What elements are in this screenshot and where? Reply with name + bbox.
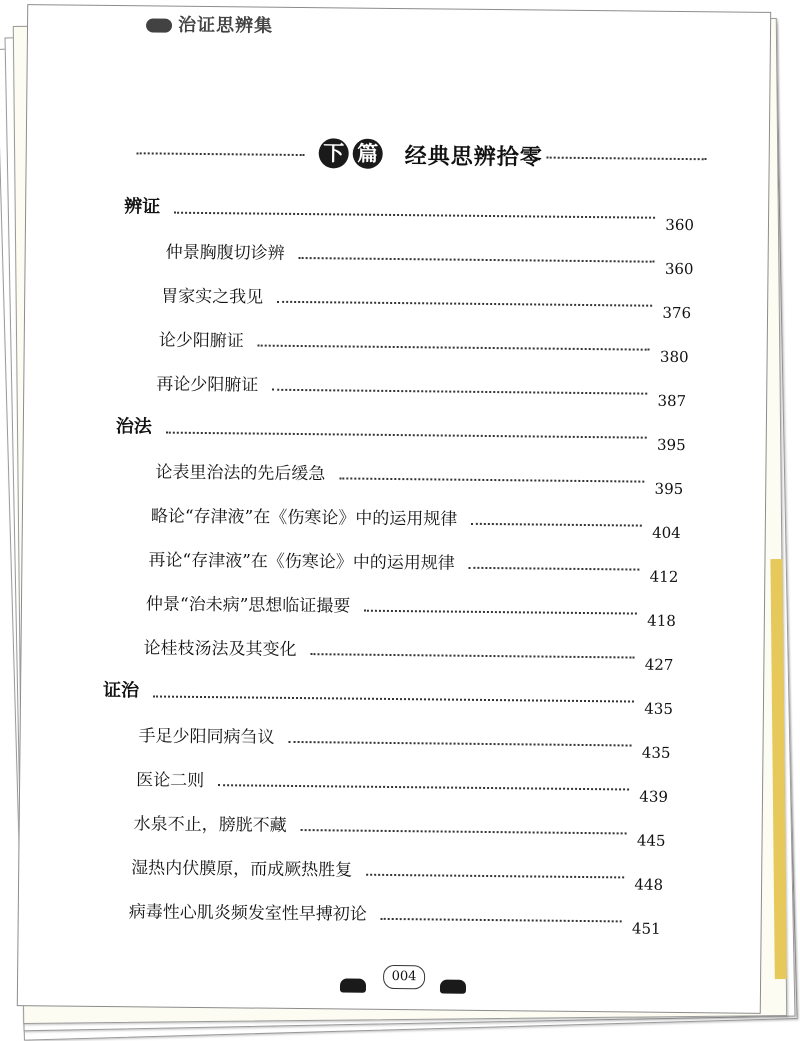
toc-entry-title: 再论少阳腑证 (156, 374, 259, 396)
toc-entry[interactable] (136, 766, 669, 806)
toc-entry-title: 治法 (115, 416, 152, 438)
page-number: 439 (639, 787, 669, 806)
page-number: 418 (647, 611, 676, 630)
toc-entry[interactable] (148, 546, 679, 586)
toc-entry[interactable] (158, 327, 689, 367)
page-number: 395 (654, 479, 684, 499)
page-number: 448 (634, 875, 664, 894)
toc-entry[interactable] (138, 722, 671, 762)
toc-category[interactable] (102, 678, 674, 718)
page-number: 445 (636, 831, 666, 850)
toc-entry-title: 论表里治法的先后缓急 (155, 462, 326, 485)
dot-leader (364, 610, 637, 615)
toc-entry[interactable] (161, 283, 692, 323)
running-head-text: 治证思辨集 (177, 14, 274, 37)
toc-entry[interactable] (143, 634, 674, 674)
toc-entry-title: 证治 (102, 679, 140, 702)
toc-entry-title: 再论“存津液”在《伤寒论》中的运用规律 (148, 550, 455, 574)
toc-entry[interactable] (156, 371, 687, 411)
page-number: 380 (659, 347, 689, 367)
dot-leader (471, 523, 642, 527)
toc-entry-title: 论桂枝汤法及其变化 (143, 638, 297, 660)
dot-leader (469, 567, 640, 571)
page-number: 435 (641, 743, 671, 762)
heading-rule-right (547, 157, 707, 161)
toc-entry-title: 仲景胸腹切诊辨 (165, 242, 285, 264)
toc-entry[interactable] (133, 810, 666, 850)
dot-leader (310, 653, 634, 658)
dot-leader (289, 741, 632, 747)
heading-rule-left (137, 152, 305, 156)
ornament-left-icon (340, 978, 366, 992)
toc-entry-title: 略论“存津液”在《伤寒论》中的运用规律 (150, 506, 458, 530)
toc-entry-title: 病毒性心肌炎频发室性早搏初论 (128, 902, 367, 925)
toc-entry-title: 水泉不止，膀胱不藏 (133, 814, 287, 836)
page-footer (328, 958, 478, 1000)
toc-entry[interactable] (155, 458, 684, 499)
dot-leader (272, 389, 647, 395)
toc-category[interactable] (115, 414, 686, 455)
toc-category[interactable] (124, 194, 695, 235)
dot-leader (258, 345, 650, 351)
toc-entry[interactable] (150, 502, 681, 543)
dot-leader (174, 212, 655, 219)
dot-leader (366, 874, 624, 879)
footer-page-number: 004 (383, 965, 425, 989)
page-number: 360 (664, 259, 694, 279)
toc-entry-title: 手足少阳同病刍议 (138, 726, 275, 748)
dot-leader (166, 432, 647, 439)
toc-entry-title: 医论二则 (136, 770, 205, 792)
toc-entry-title: 胃家实之我见 (161, 286, 264, 308)
toc-entry[interactable] (145, 590, 676, 630)
section-badge-1: 下 (319, 138, 349, 168)
dot-leader (381, 918, 622, 923)
page-number: 404 (652, 523, 681, 543)
dot-leader (277, 301, 652, 307)
page-number: 435 (644, 699, 674, 718)
dot-leader (299, 257, 655, 263)
toc-entry[interactable] (131, 854, 664, 894)
section-badge-2: 篇 (353, 139, 383, 169)
book-page (17, 4, 771, 1014)
book-logo-icon (146, 18, 172, 32)
section-title: 经典思辨拾零 (404, 143, 543, 171)
page-number: 360 (665, 215, 695, 235)
dot-leader (339, 477, 644, 482)
page-number: 412 (649, 567, 679, 586)
page-number: 395 (656, 435, 686, 455)
toc-entry[interactable] (128, 898, 661, 938)
toc-entry-title: 仲景“治未病”思想临证撮要 (145, 594, 351, 617)
running-head (146, 10, 273, 37)
dot-leader (153, 695, 634, 702)
toc-entry-title: 湿热内伏膜原，而成厥热胜复 (131, 858, 353, 881)
dot-leader (218, 784, 629, 790)
section-heading (136, 134, 706, 180)
page-number: 427 (644, 655, 674, 674)
toc-entry-title: 辨证 (124, 196, 161, 218)
page-number: 451 (631, 919, 661, 938)
toc-entry-title: 论少阳腑证 (158, 330, 244, 352)
page-number: 376 (662, 303, 692, 323)
page-number: 387 (657, 391, 687, 411)
toc-entry[interactable] (165, 239, 694, 279)
ornament-right-icon (440, 980, 466, 994)
dot-leader (301, 829, 627, 834)
